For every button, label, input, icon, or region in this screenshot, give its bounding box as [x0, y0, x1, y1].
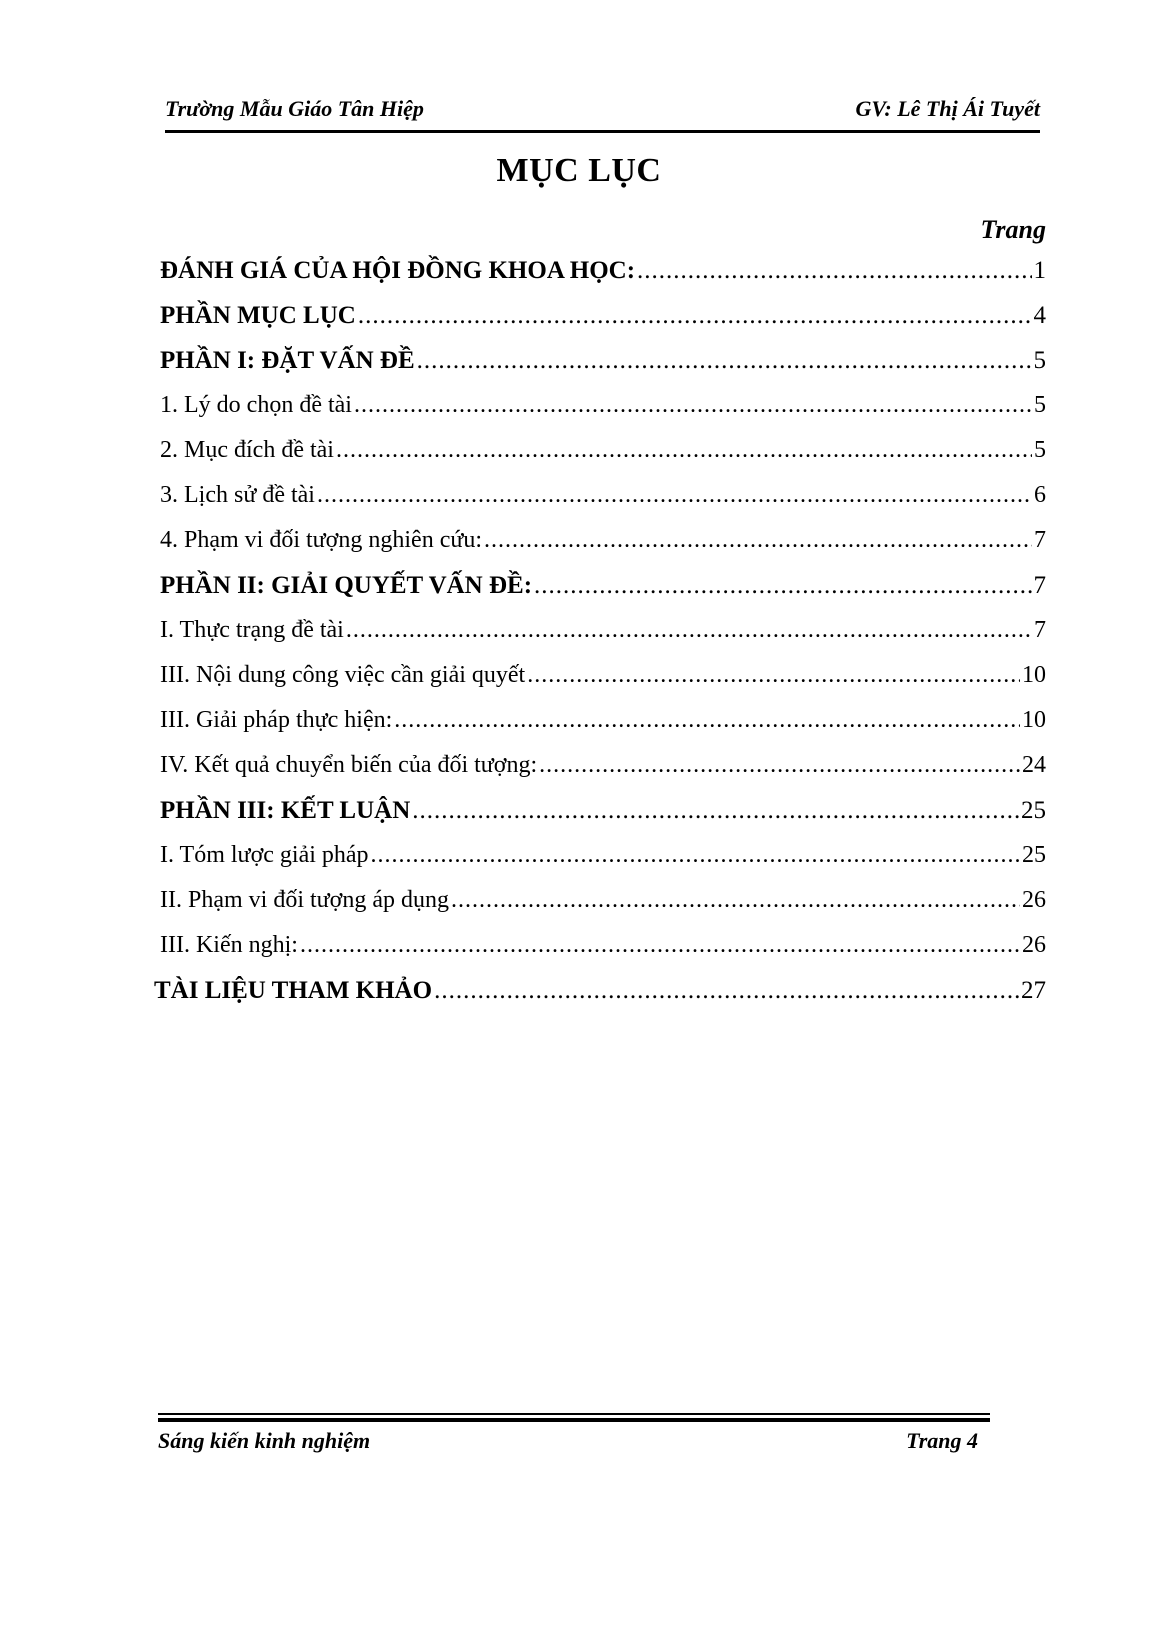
toc-leader [300, 932, 1020, 959]
header-teacher-name: GV: Lê Thị Ái Tuyết [855, 96, 1040, 121]
toc-entry-page: 6 [1034, 482, 1046, 508]
toc-entry[interactable] [160, 932, 1046, 966]
toc-entry-page: 4 [1033, 302, 1046, 329]
toc-entry-label: 3. Lịch sử đề tài [160, 482, 315, 508]
toc-entry-page: 7 [1034, 527, 1046, 553]
toc-entry[interactable] [154, 977, 1046, 1011]
toc-entry-label: III. Nội dung công việc cần giải quyết [160, 662, 526, 688]
toc-leader [539, 752, 1020, 779]
header-school-name: Trường Mẫu Giáo Tân Hiệp [165, 96, 424, 121]
toc-entry-label: ĐÁNH GIÁ CỦA HỘI ĐỒNG KHOA HỌC: [160, 257, 636, 284]
footer-document-type: Sáng kiến kinh nghiệm [158, 1428, 371, 1453]
toc-entry-label: TÀI LIỆU THAM KHẢO [154, 977, 433, 1004]
toc-leader [637, 257, 1031, 285]
toc-entry-page: 25 [1021, 797, 1046, 824]
toc-entry[interactable] [160, 302, 1046, 336]
toc-leader [412, 797, 1019, 825]
page-footer [158, 1428, 978, 1458]
toc-entry-page: 26 [1022, 887, 1046, 913]
toc-entry[interactable] [160, 752, 1046, 786]
footer-page-number: Trang 4 [906, 1428, 978, 1453]
toc-entry[interactable] [160, 437, 1046, 471]
toc-leader [527, 662, 1020, 689]
toc-entry[interactable] [160, 887, 1046, 921]
toc-entry[interactable] [160, 347, 1046, 381]
toc-entry-page: 10 [1022, 707, 1046, 733]
toc-leader [394, 707, 1020, 734]
toc-entry-page: 25 [1022, 842, 1046, 868]
toc-entry-page: 1 [1033, 257, 1046, 284]
toc-entry-page: 5 [1034, 392, 1046, 418]
toc-entry-label: IV. Kết quả chuyển biến của đối tượng: [160, 752, 538, 778]
toc-entry-page: 7 [1033, 572, 1046, 599]
toc-leader [417, 347, 1032, 375]
toc-leader [317, 482, 1032, 509]
toc-entry-label: III. Giải pháp thực hiện: [160, 707, 393, 733]
toc-entry-label: I. Thực trạng đề tài [160, 617, 344, 643]
toc-entry[interactable] [160, 527, 1046, 561]
toc-entry-page: 10 [1022, 662, 1046, 688]
toc-entry[interactable] [160, 392, 1046, 426]
toc-entry-page: 27 [1021, 977, 1046, 1004]
header-divider [165, 130, 1040, 133]
toc-entry-label: 2. Mục đích đề tài [160, 437, 334, 463]
toc-leader [371, 842, 1020, 869]
toc-entry-page: 26 [1022, 932, 1046, 958]
toc-entry-label: PHẦN I: ĐẶT VẤN ĐỀ [160, 347, 415, 374]
toc-entry[interactable] [160, 797, 1046, 831]
toc-entry-label: PHẦN III: KẾT LUẬN [160, 797, 411, 824]
footer-divider-thick [158, 1418, 990, 1422]
toc-entry-label: 4. Phạm vi đối tượng nghiên cứu: [160, 527, 483, 553]
toc-entry-label: PHẦN MỤC LỤC [160, 302, 356, 329]
toc-entry-label: 1. Lý do chọn đề tài [160, 392, 352, 418]
toc-entry-label: PHẦN II: GIẢI QUYẾT VẤN ĐỀ: [160, 572, 533, 599]
toc-leader [451, 887, 1020, 914]
toc-leader [534, 572, 1031, 600]
footer-divider-thin [158, 1413, 990, 1415]
toc-entry-page: 24 [1022, 752, 1046, 778]
toc-entry[interactable] [160, 842, 1046, 876]
toc-entry-label: I. Tóm lược giải pháp [160, 842, 369, 868]
toc-entry-label: II. Phạm vi đối tượng áp dụng [160, 887, 450, 913]
toc-leader [358, 302, 1032, 330]
page-header [165, 96, 1040, 126]
toc-entry[interactable] [160, 662, 1046, 696]
toc-entry-page: 5 [1033, 347, 1046, 374]
toc-leader [336, 437, 1032, 464]
toc-entry[interactable] [160, 707, 1046, 741]
toc-leader [434, 977, 1019, 1005]
toc-leader [354, 392, 1032, 419]
toc-entry-page: 7 [1034, 617, 1046, 643]
toc-entry[interactable] [160, 572, 1046, 606]
toc-entry-page: 5 [1034, 437, 1046, 463]
toc-leader [346, 617, 1032, 644]
toc-entry[interactable] [160, 617, 1046, 651]
toc-entry[interactable] [160, 482, 1046, 516]
page-title: MỤC LỤC [496, 152, 662, 189]
toc-leader [484, 527, 1032, 554]
page-column-label: Trang [980, 215, 1046, 244]
toc-entry-label: III. Kiến nghị: [160, 932, 298, 958]
toc-entry[interactable] [160, 257, 1046, 291]
